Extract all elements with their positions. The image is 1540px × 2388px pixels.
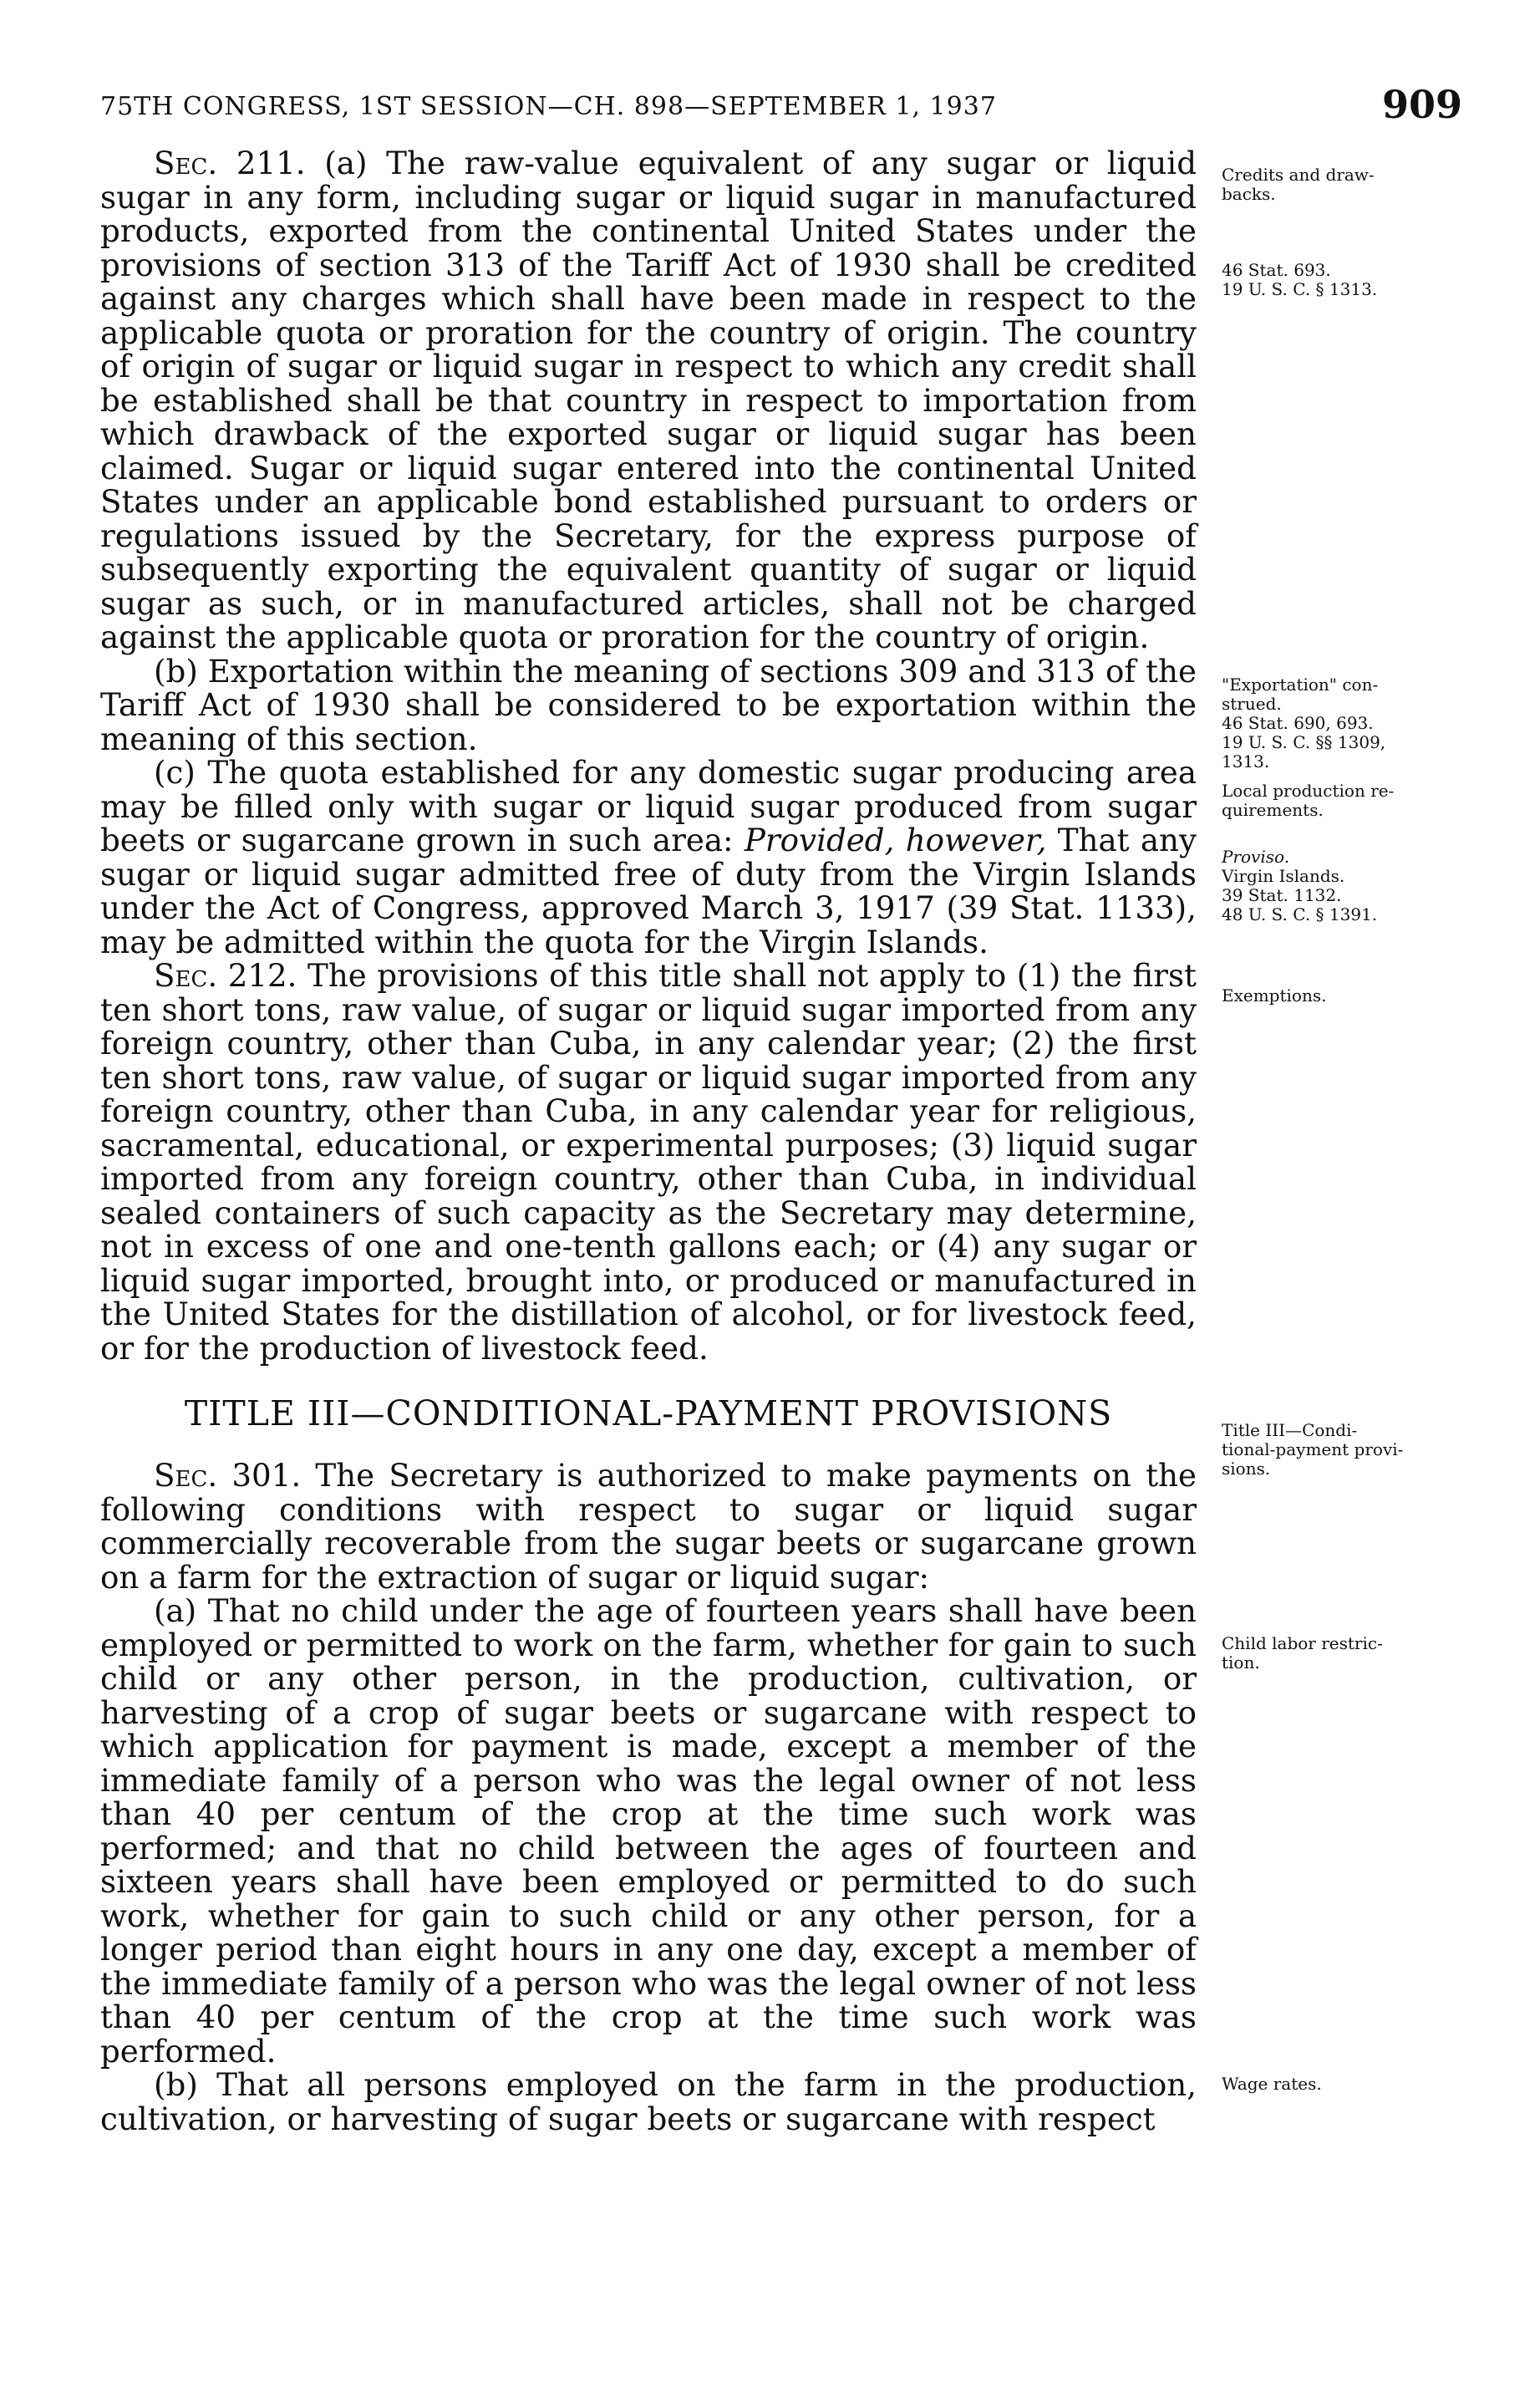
section-301-a: (a) That no child under the age of fourteen years shall have been employed or permitted to work on the farm, whether for gain to such child or any other person, in the production, cultivation, or harvesting of a crop of sugar beets or sugarcane with respect to which application for payment is made, except a member of the immediate family of a person who was the legal owner of not less than 40 per centum of the crop at the time such work was performed; and that no child between the ages of fourteen and sixteen years shall have been employed or permitted to do such work, whether for gain to such child or any other person, for a longer period than eight hours in any one day, except a member of the immediate family of a person who was the legal owner of not less than 40 per centum of the crop at the time such work was performed. <box>100 1592 1197 2070</box>
margin-note-exemptions: Exemptions. <box>1222 985 1327 1006</box>
section-211-a <box>100 146 1197 654</box>
section-text: (c) The quota established for any domestic sugar producing area may be filled only with sugar or liquid sugar produced from sugar beets or sugarcane grown in such area: <box>100 754 1197 858</box>
title-iii-heading: TITLE III—CONDITIONAL-PAYMENT PROVISIONS <box>184 1393 1113 1433</box>
section-211-b: (b) Exportation within the meaning of sections 309 and 313 of the Tariff Act of 1930 shall be considered to be exportation within the meaning of this section. <box>100 652 1197 757</box>
section-211-c <box>100 756 1197 959</box>
margin-note-exportation: "Exportation" con- strued. 46 Stat. 690, 693. 19 U. S. C. §§ 1309, 1313. <box>1222 675 1386 771</box>
proviso-phrase: Provided, however, <box>744 822 1047 858</box>
margin-note-credits: Credits and draw- backs. <box>1222 165 1375 204</box>
section-text: The Secretary is authorized to make payments on the following conditions with respect to sugar or liquid sugar commercially recoverable from the sugar beets or sugarcane grown on a farm for the extraction of sugar or liquid sugar: <box>100 1457 1197 1596</box>
section-text: That any sugar or liquid sugar admitted free of duty from the Virgin Islands under the Act of Congress, approved March 3, 1917 (39 Stat. 1133), may be admitted within the quota for the Virgin Islands. <box>100 822 1197 960</box>
section-text: The provisions of this title shall not apply to (1) the first ten short tons, raw value, of sugar or liquid sugar imported from any foreign country, other than Cuba, in any calendar year; (2) the first ten short tons, raw value, of sugar or liquid sugar imported from any foreign country, other than Cuba, in any calendar year for religious, sacramental, educational, or experimental purposes; (3) liquid sugar imported from any foreign country, other than Cuba, in individual sealed containers of such capacity as the Secretary may determine, not in excess of one and one-tenth gallons each; or (4) any sugar or liquid sugar imported, brought into, or produced or manufactured in the United States for the distillation of alcohol, or for livestock feed, or for the production of livestock feed. <box>100 957 1197 1367</box>
section-212 <box>100 959 1197 1365</box>
margin-note-child-labor: Child labor restric- tion. <box>1222 1633 1383 1673</box>
section-301-b: (b) That all persons employed on the farm in the production, cultivation, or harvesting of sugar beets or sugarcane with respect <box>100 2066 1197 2137</box>
section-label: Sec. 301. <box>154 1457 302 1494</box>
page-header <box>100 82 1462 132</box>
section-301 <box>100 1459 1197 1594</box>
margin-note-wage-rates: Wage rates. <box>1222 2074 1322 2094</box>
section-text: (a) The raw-value equivalent of any sugar or liquid sugar in any form, including sugar or liquid sugar in manufactured products, exported from the continental United States under the provisions of section 313 of the Tariff Act of 1930 shall be credited against any charges which shall have been made in respect to the applicable quota or proration for the country of origin. The country of origin of sugar or liquid sugar in respect to which any credit shall be established shall be that country in respect to importation from which drawback of the exported sugar or liquid sugar has been claimed. Sugar or liquid sugar entered into the continental United States under an applicable bond established pursuant to orders or regulations issued by the Secretary, for the express purpose of subsequently exporting the equivalent quantity of sugar or liquid sugar as such, or in manufactured articles, shall not be charged against the applicable quota or proration for the country of origin. <box>100 145 1197 655</box>
margin-note-local-production: Local production re- quirements. <box>1222 781 1395 820</box>
margin-note-title-iii: Title III—Condi- tional-payment provi- sions. <box>1222 1420 1404 1479</box>
section-label: Sec. 212. <box>154 957 297 994</box>
running-head: 75TH CONGRESS, 1ST SESSION—CH. 898—SEPTEMBER 1, 1937 <box>100 92 997 121</box>
margin-note-proviso: Proviso. Virgin Islands. 39 Stat. 1132. 48 U. S. C. § 1391. <box>1222 847 1378 924</box>
main-text <box>100 146 1197 2136</box>
margin-note-stat-693: 46 Stat. 693. 19 U. S. C. § 1313. <box>1222 260 1378 299</box>
section-label: Sec. 211. <box>154 145 306 181</box>
page-number: 909 <box>1381 82 1462 127</box>
